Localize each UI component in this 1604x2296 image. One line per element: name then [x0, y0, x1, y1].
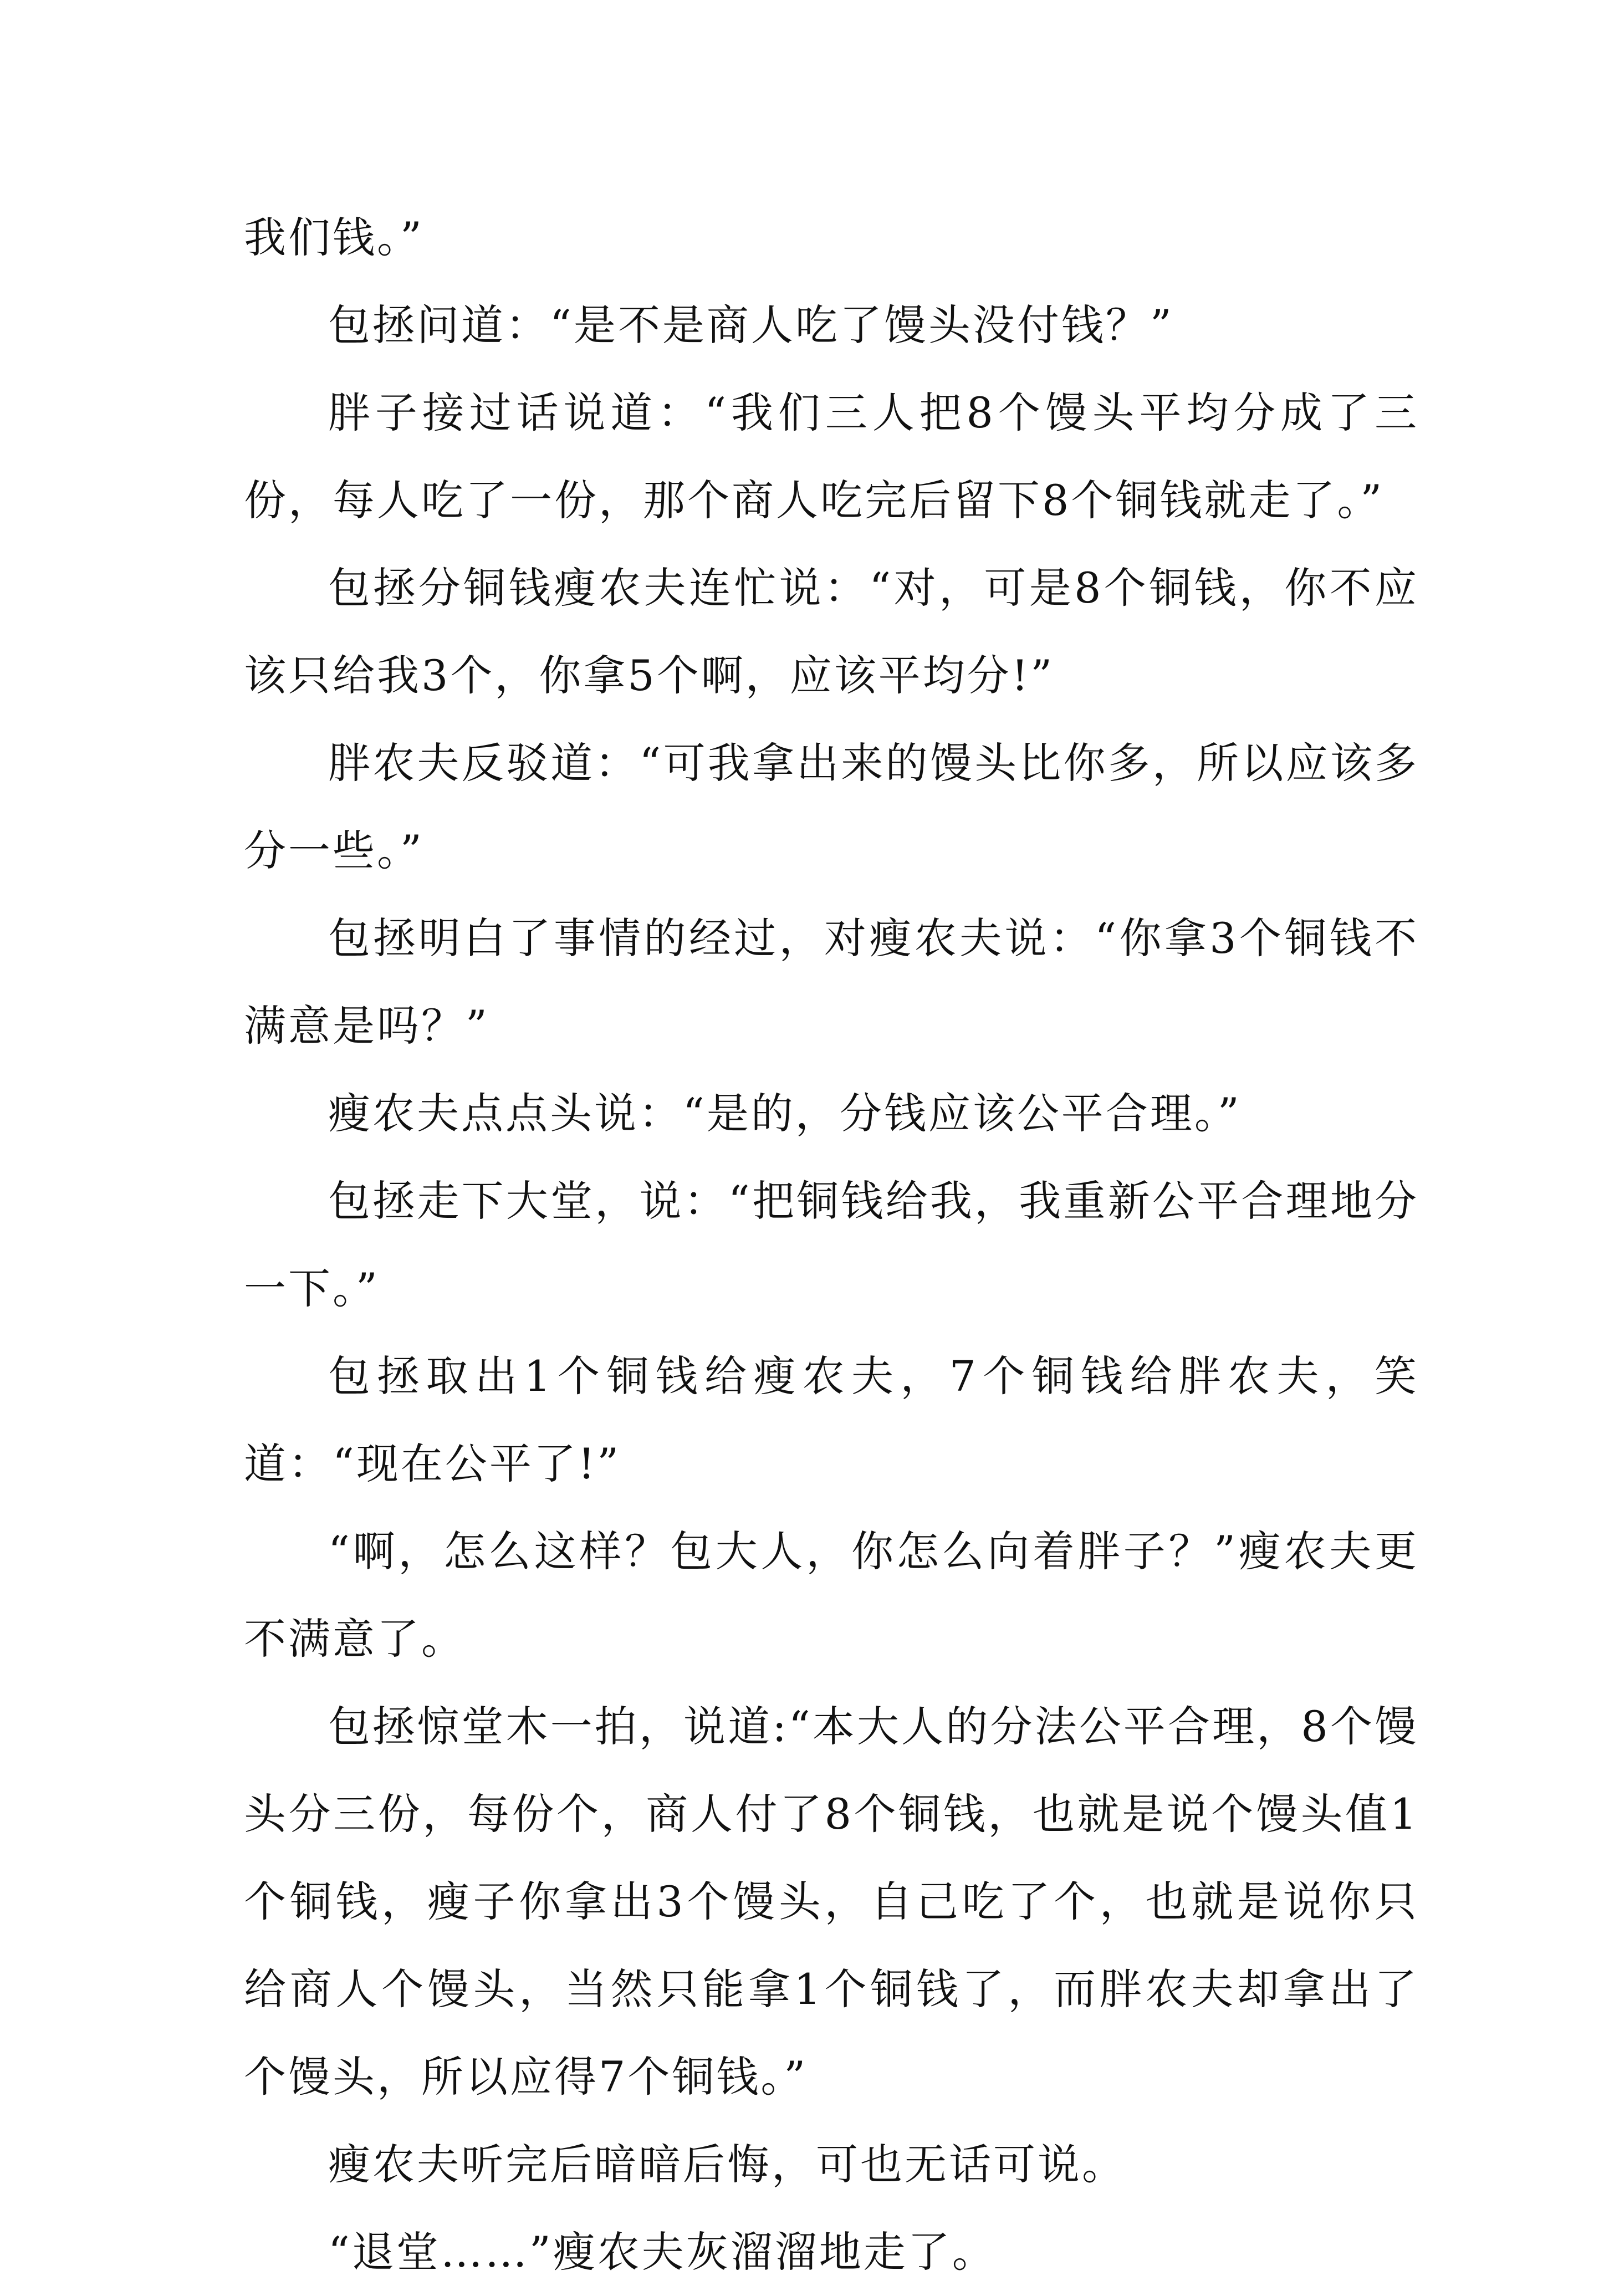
- paragraph-12: 瘦农夫听完后暗暗后悔，可也无话可说。: [328, 2140, 1126, 2189]
- story-text: [244, 194, 1419, 2296]
- paragraph-8: 包拯走下大堂，说：“把铜钱给我，我重新公平合理地分一下。”: [244, 1176, 1419, 1313]
- paragraph-5: 胖农夫反驳道：“可我拿出来的馒头比你多，所以应该多分一些。”: [244, 738, 1419, 875]
- paragraph-9: 包拯取出1个铜钱给瘦农夫，7个铜钱给胖农夫，笑道：“现在公平了!”: [244, 1351, 1419, 1488]
- paragraph-1: 我们钱。”: [244, 213, 424, 262]
- paragraph-3: 胖子接过话说道：“我们三人把8个馒头平均分成了三份，每人吃了一份，那个商人吃完后留下8个铜钱就走了。”: [244, 388, 1419, 525]
- paragraph-10: “啊，怎么这样？包大人，你怎么向着胖子？”瘦农夫更不满意了。: [244, 1527, 1419, 1664]
- paragraph-7: 瘦农夫点点头说：“是的，分钱应该公平合理。”: [328, 1089, 1242, 1138]
- paragraph-6: 包拯明白了事情的经过，对瘦农夫说：“你拿3个铜钱不满意是吗？”: [244, 914, 1419, 1050]
- paragraph-2: 包拯问道：“是不是商人吃了馒头没付钱？”: [328, 300, 1174, 350]
- paragraph-13: “退堂……”瘦农夫灰溜溜地走了。: [328, 2227, 997, 2277]
- paragraph-11: 包拯惊堂木一拍，说道:“本大人的分法公平合理，8个馒头分三份，每份个，商人付了8个铜钱，也就是说个馒头值1个铜钱，瘦子你拿出3个馒头，自己吃了个，也就是说你只给商人个馒头，当然只能拿1个铜钱了，而胖农夫却拿出了个馒头，所以应得7个铜钱。”: [244, 1702, 1419, 2101]
- paragraph-4: 包拯分铜钱瘦农夫连忙说：“对，可是8个铜钱，你不应该只给我3个，你拿5个啊，应该平均分!”: [244, 563, 1419, 700]
